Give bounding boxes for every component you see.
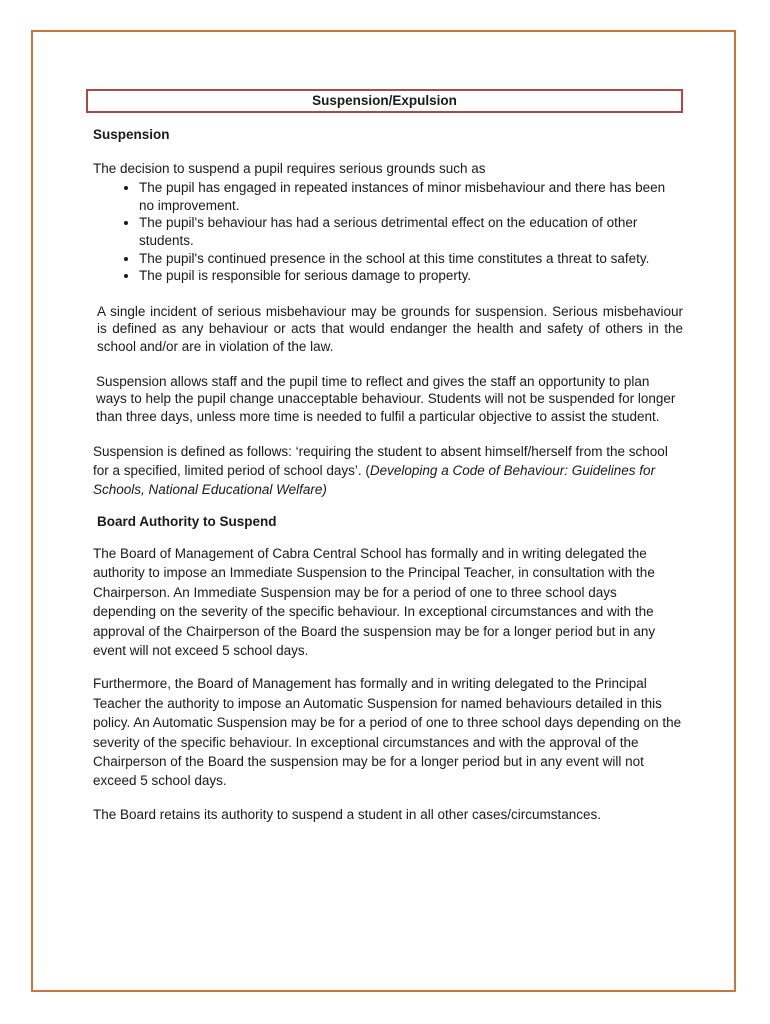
- document-body: [93, 126, 683, 824]
- suspension-definition-paragraph: [93, 442, 683, 499]
- immediate-suspension-paragraph: The Board of Management of Cabra Central School has formally and in writing delegated the authority to impose an Immediate Suspension to the Principal Teacher, in consultation with the Chairperson. An Immediate Suspension may be for a period of one to three school days depending on the severity of the specific behaviour. In exceptional circumstances and with the approval of the Chairperson of the Board the suspension may be for a longer period but in any event will not exceed 5 school days.: [93, 545, 656, 658]
- suspension-heading: Suspension: [93, 127, 170, 142]
- suspension-intro: The decision to suspend a pupil requires serious grounds such as: [93, 160, 486, 176]
- section-title: Suspension/Expulsion: [86, 89, 683, 113]
- board-retains-paragraph: The Board retains its authority to suspend a student in all other cases/circumstances.: [93, 806, 602, 822]
- serious-misbehaviour-paragraph: A single incident of serious misbehaviour may be grounds for suspension. Serious misbehaviour is defined as any behaviour or acts that would endanger the health and safety of others in the school and/or are in violation of the law.: [97, 303, 683, 354]
- grounds-list: [93, 179, 683, 285]
- automatic-suspension-paragraph: Furthermore, the Board of Management has formally and in writing delegated to the Principal Teacher the authority to impose an Automatic Suspension for named behaviours detailed in this policy. An Automatic Suspension may be for a period of one to three school days depending on the severity of the specific behaviour. In exceptional circumstances and with the approval of the Chairperson of the Board the suspension may be for a longer period but in any event will not exceed 5 school days.: [93, 676, 682, 789]
- definition-citation: Developing a Code of Behaviour: Guidelines for Schools, National Educational Welfare): [93, 463, 656, 498]
- list-item: • The pupil has engaged in repeated instances of minor misbehaviour and there has been no improvement.: [139, 179, 683, 214]
- suspension-purpose-paragraph: Suspension allows staff and the pupil time to reflect and gives the staff an opportunity to plan ways to help the pupil change unacceptable behaviour. Students will not be suspended for longer than three days, unless more time is needed to fulfil a particular objective to assist the student.: [96, 373, 676, 424]
- list-item: • The pupil's continued presence in the school at this time constitutes a threat to safety.: [139, 250, 683, 268]
- definition-text: Suspension is defined as follows: ‘requiring the student to absent himself/herself from the school for a specified, limited period of school days’. (: [93, 444, 668, 479]
- list-item: • The pupil is responsible for serious damage to property.: [139, 267, 683, 285]
- list-item: • The pupil's behaviour has had a serious detrimental effect on the education of other students.: [139, 214, 683, 249]
- board-authority-heading: Board Authority to Suspend: [97, 514, 277, 530]
